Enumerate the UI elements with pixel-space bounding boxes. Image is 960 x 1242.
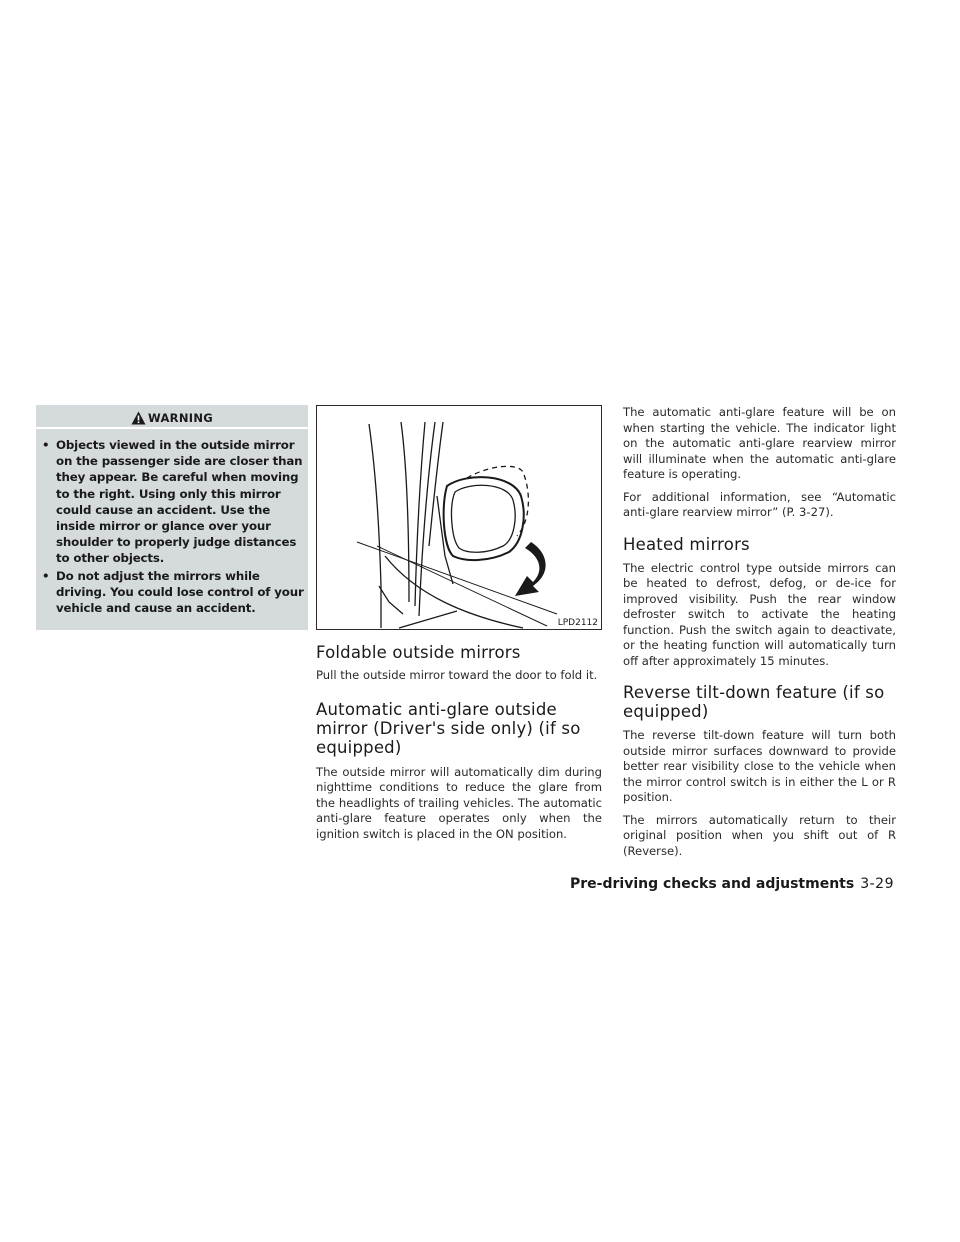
warning-item-text: Do not adjust the mirrors while driving. You could lose control of your vehicle and cause an accident. <box>56 568 304 616</box>
warning-title: WARNING <box>148 411 213 425</box>
footer-section-title: Pre-driving checks and adjustments <box>570 876 855 892</box>
warning-box <box>36 405 308 630</box>
paragraph-heated-mirrors: The electric control type outside mirrors can be heated to defrost, defog, or de-ice for improved visibility. Push the rear window defroster switch to activate the heating function. Push the switch again to deactivate, or the heating function will automatically turn off after approximately 15 minutes. <box>623 560 896 668</box>
paragraph-reverse-tilt: The reverse tilt-down feature will turn both outside mirror surfaces downward to provide better rear visibility close to the vehicle when the mirror control switch is in either the L or R position. <box>623 728 896 804</box>
paragraph-anti-glare: The outside mirror will automatically dim during nighttime conditions to reduce the glare from the headlights of trailing vehicles. The automatic anti-glare feature operates only when the ignition switch is placed in the ON position. <box>316 764 602 841</box>
warning-triangle-icon <box>131 411 148 425</box>
heading-heated-mirrors: Heated mirrors <box>623 534 750 554</box>
warning-item <box>36 437 308 567</box>
warning-header <box>36 405 308 429</box>
middle-column <box>316 405 602 842</box>
left-column <box>36 405 308 630</box>
figure-id: LPD2112 <box>557 618 598 628</box>
bullet-icon: • <box>42 438 50 452</box>
heading-anti-glare: Automatic anti-glare outside mirror (Driver's side only) (if so equipped) <box>316 699 581 757</box>
page-number: 3-29 <box>860 876 894 892</box>
bullet-icon: • <box>42 568 50 583</box>
warning-item-text: Objects viewed in the outside mirror on the passenger side are closer than they appear. Be careful when moving to the right. Using only this mirror could cause an accident. Use the inside mirror or glance over your shoulder to properly judge distances to other objects. <box>56 438 303 566</box>
warning-item <box>36 568 308 617</box>
page-footer <box>570 876 894 892</box>
right-column <box>623 405 896 859</box>
paragraph-reverse-tilt-return: The mirrors automatically return to their original position when you shift out of R (Reverse). <box>623 812 896 858</box>
paragraph-anti-glare-reference: For additional information, see “Automatic anti-glare rearview mirror” (P. 3-27). <box>623 489 896 519</box>
paragraph-anti-glare-continued: The automatic anti-glare feature will be on when starting the vehicle. The indicator light on the automatic anti-glare rearview mirror will illuminate when the automatic anti-glare feature is operating. <box>623 405 896 481</box>
folding-mirror-illustration <box>317 406 601 629</box>
heading-foldable: Foldable outside mirrors <box>316 643 521 662</box>
mirror-figure <box>316 405 602 630</box>
heading-reverse-tilt: Reverse tilt-down feature (if so equipped) <box>623 683 885 721</box>
paragraph-foldable: Pull the outside mirror toward the door to fold it. <box>316 668 598 682</box>
